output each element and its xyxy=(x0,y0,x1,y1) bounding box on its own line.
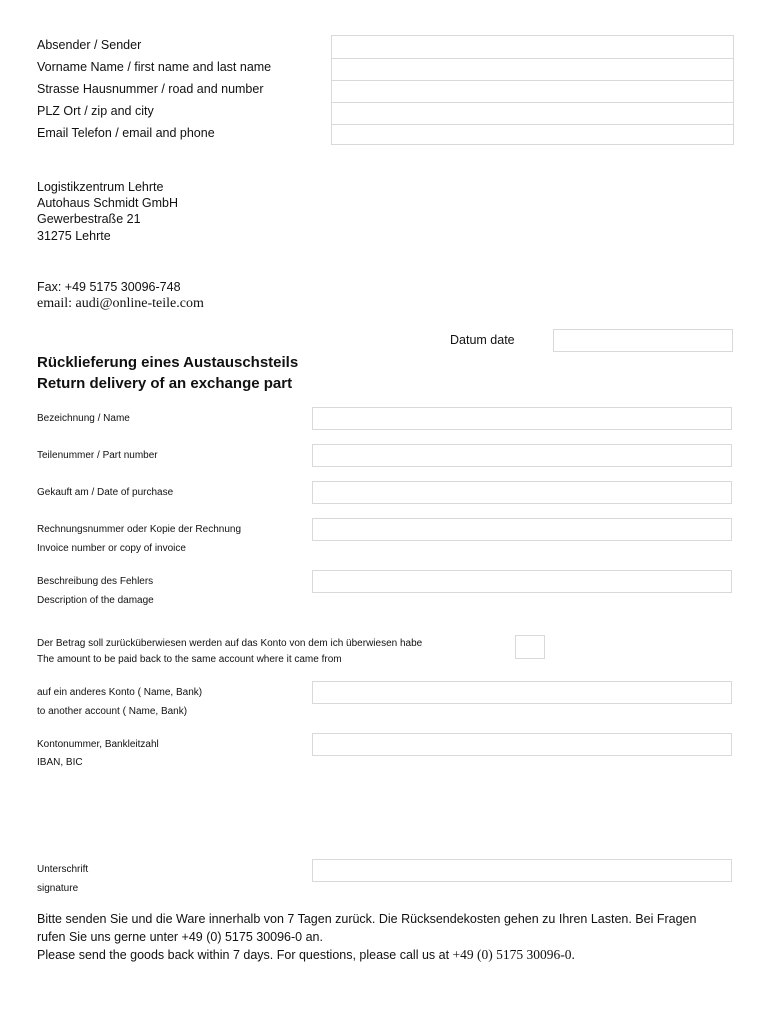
invoice-label-en: Invoice number or copy of invoice xyxy=(37,543,186,554)
footer-line-3-text: Please send the goods back within 7 days. For questions, please call us at xyxy=(37,948,453,962)
signature-input[interactable] xyxy=(312,859,732,882)
sender-city-input[interactable] xyxy=(332,102,733,125)
signature-label-de: Unterschrift xyxy=(37,864,89,875)
sender-label: Absender / Sender xyxy=(37,38,142,52)
footer-note xyxy=(37,910,737,964)
other-account-label-de: auf ein anderes Konto ( Name, Bank) xyxy=(37,687,203,698)
purchase-date-input[interactable] xyxy=(312,481,732,504)
damage-label-en: Description of the damage xyxy=(37,595,154,606)
sender-contact-input[interactable] xyxy=(332,124,733,146)
sender-street-label: Strasse Hausnummer / road and number xyxy=(37,82,264,96)
other-account-input[interactable] xyxy=(312,681,732,704)
damage-label-de: Beschreibung des Fehlers xyxy=(37,576,154,587)
footer-line-3 xyxy=(37,946,737,964)
date-input[interactable] xyxy=(553,329,733,352)
sender-street-input[interactable] xyxy=(332,80,733,103)
bank-label-en: IBAN, BIC xyxy=(37,757,83,768)
footer-phone: +49 (0) 5175 30096-0. xyxy=(452,947,575,962)
sender-input[interactable] xyxy=(332,36,733,58)
sender-contact-label: Email Telefon / email and phone xyxy=(37,126,215,140)
footer-line-2: rufen Sie uns gerne unter +49 (0) 5175 30096-0 an. xyxy=(37,930,323,944)
recipient-line-1: Logistikzentrum Lehrte xyxy=(37,180,164,194)
name-input[interactable] xyxy=(312,407,732,430)
recipient-line-4: 31275 Lehrte xyxy=(37,229,111,243)
part-number-input[interactable] xyxy=(312,444,732,467)
refund-same-label-de: Der Betrag soll zurücküberwiesen werden auf das Konto von dem ich überwiesen habe xyxy=(37,638,423,649)
signature-label-en: signature xyxy=(37,883,79,894)
sender-city-label: PLZ Ort / zip and city xyxy=(37,104,154,118)
other-account-label-en: to another account ( Name, Bank) xyxy=(37,706,188,717)
invoice-input[interactable] xyxy=(312,518,732,541)
name-label: Bezeichnung / Name xyxy=(37,413,130,424)
bank-label-de: Kontonummer, Bankleitzahl xyxy=(37,739,159,750)
page-title-en: Return delivery of an exchange part xyxy=(37,375,293,392)
purchase-date-label: Gekauft am / Date of purchase xyxy=(37,487,174,498)
bank-input[interactable] xyxy=(312,733,732,756)
sender-name-label: Vorname Name / first name and last name xyxy=(37,60,272,74)
sender-name-input[interactable] xyxy=(332,58,733,81)
refund-same-checkbox[interactable] xyxy=(515,635,545,659)
recipient-line-2: Autohaus Schmidt GmbH xyxy=(37,196,179,210)
page-title-de: Rücklieferung eines Austauschsteils xyxy=(37,354,299,371)
recipient-fax: Fax: +49 5175 30096-748 xyxy=(37,280,181,294)
recipient-line-3: Gewerbestraße 21 xyxy=(37,212,141,226)
recipient-email: email: audi@online-teile.com xyxy=(37,296,204,311)
date-label: Datum date xyxy=(450,333,515,347)
sender-input-box xyxy=(331,35,734,145)
refund-same-label-en: The amount to be paid back to the same account where it came from xyxy=(37,654,342,665)
footer-line-1: Bitte senden Sie und die Ware innerhalb von 7 Tagen zurück. Die Rücksendekosten gehen zu Ihren Lasten. Bei Fragen xyxy=(37,912,697,926)
invoice-label-de: Rechnungsnummer oder Kopie der Rechnung xyxy=(37,524,242,535)
part-number-label: Teilenummer / Part number xyxy=(37,450,158,461)
damage-input[interactable] xyxy=(312,570,732,593)
